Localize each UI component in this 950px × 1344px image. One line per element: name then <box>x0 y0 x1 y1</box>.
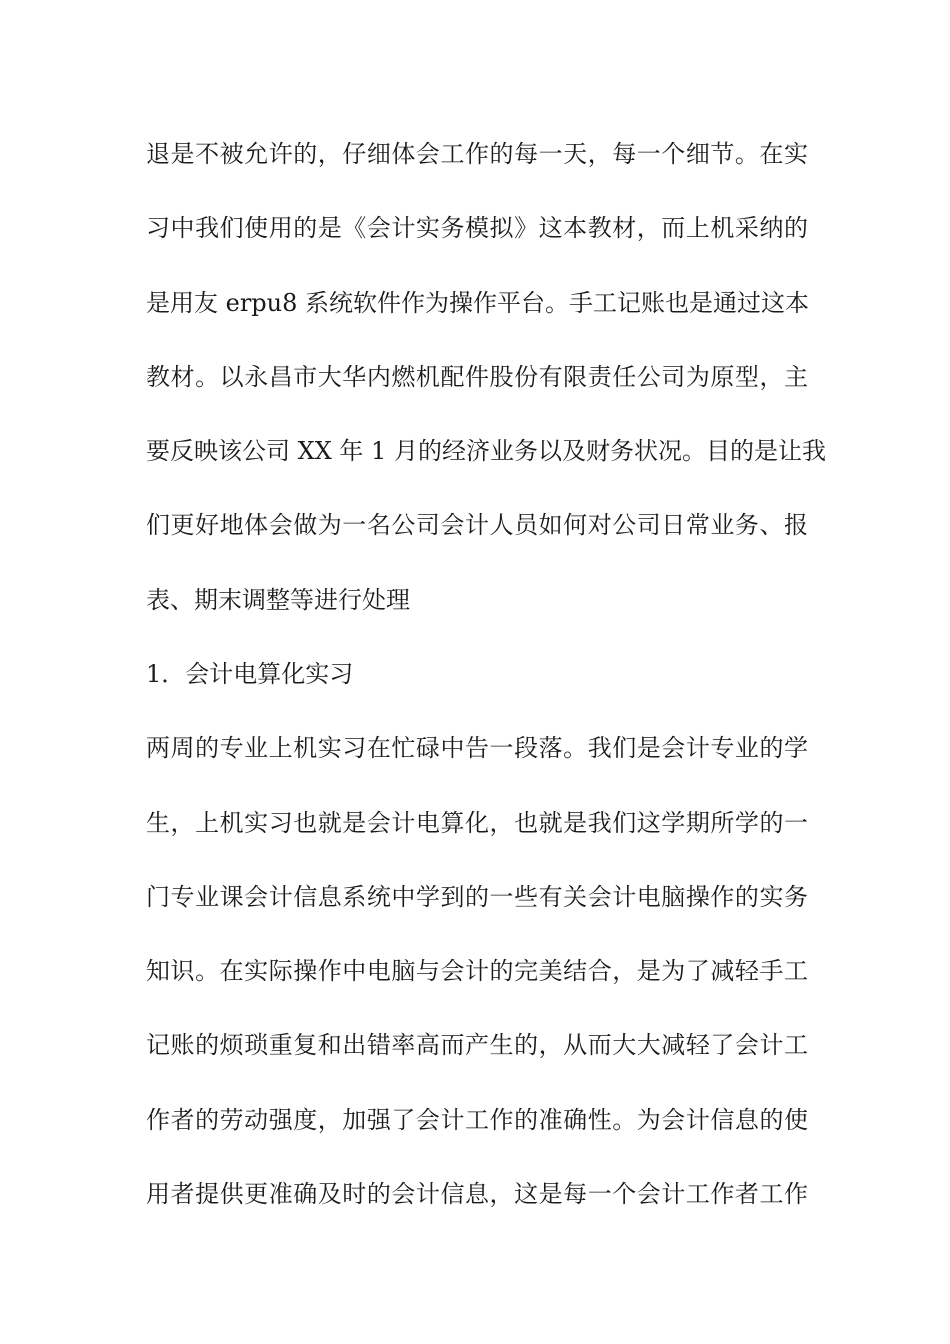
paragraph-line: 表、期末调整等进行处理 <box>146 586 410 614</box>
section-heading: 1．会计电算化实习 <box>146 660 354 688</box>
paragraph-line: 要反映该公司 XX 年 1 月的经济业务以及财务状况。目的是让我 <box>146 437 826 465</box>
paragraph-line: 两周的专业上机实习在忙碌中告一段落。我们是会计专业的学 <box>146 734 808 762</box>
paragraph-line: 记账的烦琐重复和出错率高而产生的，从而大大减轻了会计工 <box>146 1031 808 1059</box>
paragraph-line: 是用友 erpu8 系统软件作为操作平台。手工记账也是通过这本 <box>146 289 810 317</box>
paragraph-line: 退是不被允许的，仔细体会工作的每一天，每一个细节。在实 <box>146 140 808 168</box>
paragraph-line: 知识。在实际操作中电脑与会计的完美结合，是为了减轻手工 <box>146 957 808 985</box>
paragraph-line: 生，上机实习也就是会计电算化，也就是我们这学期所学的一 <box>146 809 808 837</box>
paragraph-line: 作者的劳动强度，加强了会计工作的准确性。为会计信息的使 <box>146 1106 808 1134</box>
paragraph-line: 习中我们使用的是《会计实务模拟》这本教材，而上机采纳的 <box>146 214 808 242</box>
paragraph-line: 教材。以永昌市大华内燃机配件股份有限责任公司为原型，主 <box>146 363 808 391</box>
paragraph-line: 们更好地体会做为一名公司会计人员如何对公司日常业务、报 <box>146 511 808 539</box>
paragraph-line: 门专业课会计信息系统中学到的一些有关会计电脑操作的实务 <box>146 883 808 911</box>
paragraph-line: 用者提供更准确及时的会计信息，这是每一个会计工作者工作 <box>146 1180 808 1208</box>
